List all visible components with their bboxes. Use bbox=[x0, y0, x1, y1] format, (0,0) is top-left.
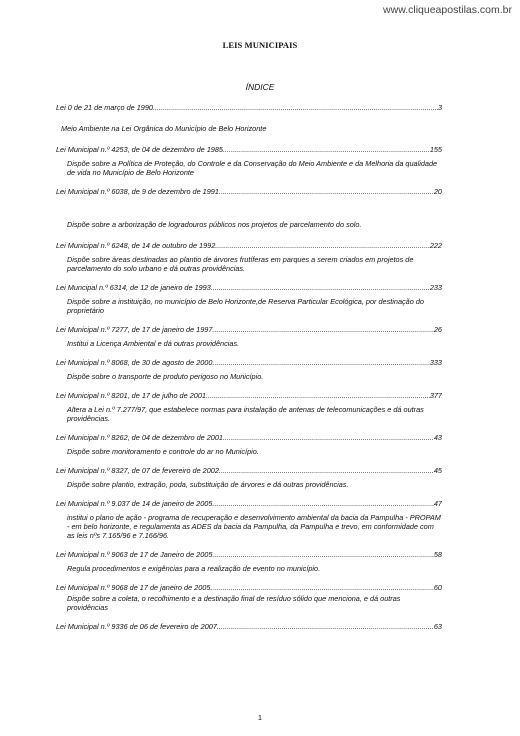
toc-entry-law: Lei 0 de 21 de março de 1990 bbox=[56, 103, 153, 112]
toc-entry bbox=[56, 583, 442, 612]
toc-entry-description: Dispõe sobre áreas destinadas ao plantio de árvores frutíferas em parques a serem criados em projetos de parcelamento do solo urbano e dá outras providências. bbox=[67, 255, 414, 273]
toc-entry-page: 47 bbox=[433, 499, 442, 508]
toc-entry bbox=[56, 550, 442, 573]
toc-leader-dots bbox=[217, 241, 430, 250]
toc-entry bbox=[56, 241, 442, 273]
toc-entry-line[interactable] bbox=[56, 550, 442, 559]
toc-entry-description: Dispõe sobre a arborização de logradouros públicos nos projetos de parcelamento do solo. bbox=[67, 220, 362, 229]
toc-entry-page: 60 bbox=[433, 583, 442, 592]
toc-entry-line[interactable] bbox=[56, 583, 442, 592]
toc-leader-dots bbox=[213, 283, 430, 292]
toc-leader-dots bbox=[153, 103, 438, 112]
toc-entry-description: Altera a Lei n.º 7.277/97, que estabelece normas para instalação de antenas de telecomunicações e dá outras providências. bbox=[67, 405, 424, 423]
toc-leader-dots bbox=[214, 325, 433, 334]
toc-entry-page: 26 bbox=[433, 325, 442, 334]
toc-entry-page: 43 bbox=[433, 433, 442, 442]
toc-entry-first[interactable] bbox=[56, 103, 442, 112]
toc-entry-page: 333 bbox=[429, 358, 442, 367]
toc-entry-page: 20 bbox=[433, 187, 442, 196]
toc-entry-description: institui o plano de ação - programa de recuperação e desenvolvimento ambiental da bacia da Pampulha - PROPAM - em belo horizonte, e regulamenta as ADES da bacia da Pampulha, da Pampulha e trevo, em conformidade com as leis nºs 7.165/96 e 7.166/96. bbox=[67, 513, 441, 540]
toc-entry-law: Lei Municipal n.º 7277, de 17 de janeiro de 1997. bbox=[56, 325, 215, 334]
toc-entry bbox=[56, 283, 442, 315]
toc-entry bbox=[56, 433, 442, 456]
toc-entry bbox=[56, 325, 442, 348]
toc-entry-line[interactable] bbox=[56, 241, 442, 250]
toc-entry-law: Lei Municipal n.º 8327, de 07 de fevereiro de 2002. bbox=[56, 466, 221, 475]
toc-entry-law: Lei Municipal n.º 8201, de 17 de julho de 2001 bbox=[56, 391, 206, 400]
toc-entry-line[interactable] bbox=[56, 466, 442, 475]
toc-entry-line[interactable] bbox=[56, 391, 442, 400]
toc-intro-text: Meio Ambiente na Lei Orgânica do Município de Belo Horizonte bbox=[61, 124, 267, 133]
toc-entry-law: Lei Municipal n.º 9.037 de 14 de janeiro de 2005 bbox=[56, 499, 213, 508]
toc-entry-law: Lei Muncipal n.º 6314, de 12 de janeiro de 1993. bbox=[56, 283, 213, 292]
document-title: LEIS MUNICIPAIS bbox=[222, 40, 298, 50]
toc-entry-page: 3 bbox=[437, 103, 442, 112]
toc-entry-page: 222 bbox=[429, 241, 442, 250]
toc-entry-law: Lei Municipal n.º 8262, de 04 de dezembro de 2001. bbox=[56, 433, 225, 442]
toc-entry-description: Dispõe sobre a Política de Proteção, do Controle e da Conservação do Meio Ambiente e da Melhoria da qualidade de vida no Município de Belo Horizonte bbox=[67, 159, 438, 177]
toc-leader-dots bbox=[223, 145, 430, 154]
site-url[interactable]: www.cliqueapostilas.com.br bbox=[383, 4, 512, 16]
toc-entry-line[interactable] bbox=[56, 187, 442, 196]
toc-entry bbox=[56, 622, 442, 631]
toc-entry-description: Dispõe sobre a coleta, o recolhimento e a destinação final de resíduo sólido que menciona, e dá outras providências bbox=[67, 594, 401, 612]
toc-entry-line[interactable] bbox=[56, 499, 442, 508]
toc-leader-dots bbox=[221, 466, 434, 475]
toc-entry-description: Dispõe sobre a instituição, no município de Belo Horizonte,de Reserva Particular Ecológica, por destinação do proprietário bbox=[67, 297, 424, 315]
toc-entry-description: Regula procedimentos e exigências para a realização de evento no município. bbox=[67, 564, 321, 573]
toc-entry-page: 155 bbox=[429, 145, 442, 154]
toc-leader-dots bbox=[214, 358, 429, 367]
toc-entry-page: 233 bbox=[429, 283, 442, 292]
toc-entry-line[interactable] bbox=[56, 325, 442, 334]
toc-entry bbox=[56, 145, 442, 177]
toc-entry-law: Lei Municipal n.º 6248, de 14 de outubro de 1992. bbox=[56, 241, 218, 250]
toc-entry-line[interactable] bbox=[56, 433, 442, 442]
toc-entry-line[interactable] bbox=[56, 145, 442, 154]
toc-entry-line[interactable] bbox=[56, 358, 442, 367]
toc-entry-line[interactable] bbox=[56, 283, 442, 292]
toc-entry-description: Institui a Licença Ambiental e dá outras providências. bbox=[67, 339, 240, 348]
toc-entry-description: Dispõe sobre plantio, extração, poda, substituição de árvores e dá outras providências. bbox=[67, 480, 349, 489]
toc-leader-dots bbox=[225, 433, 434, 442]
toc-entry-law: Lei Municipal n.º 4253, de 04 de dezembro de 1985 bbox=[56, 145, 223, 154]
toc-entry-line[interactable] bbox=[56, 622, 442, 631]
toc-entries bbox=[56, 145, 442, 631]
toc-entry bbox=[56, 187, 442, 229]
toc-entry-page: 58 bbox=[433, 550, 442, 559]
toc-entry-page: 45 bbox=[433, 466, 442, 475]
table-of-contents bbox=[56, 103, 442, 641]
toc-leader-dots bbox=[221, 187, 434, 196]
toc-entry-law: Lei Municipal n.º 9063 de 17 de Janeiro de 2005 bbox=[56, 550, 213, 559]
toc-entry-law: Lei Municipal n.º 8068, de 30 de agosto de 2000. bbox=[56, 358, 215, 367]
toc-leader-dots bbox=[217, 622, 434, 631]
index-heading: ÍNDICE bbox=[245, 82, 275, 92]
toc-entry bbox=[56, 466, 442, 489]
toc-entry-law: Lei Municipal n.º 9336 de 06 de fevereiro de 2007 bbox=[56, 622, 217, 631]
page-number: 1 bbox=[257, 713, 263, 722]
toc-entry-law: Lei Municipal n.º 9068 de 17 de janeiro de 2005 bbox=[56, 583, 211, 592]
toc-entry bbox=[56, 499, 442, 540]
toc-leader-dots bbox=[210, 583, 433, 592]
toc-entry-page: 377 bbox=[429, 391, 442, 400]
toc-leader-dots bbox=[212, 550, 433, 559]
toc-entry-description: Dispõe sobre monitoramento e controle do ar no Município. bbox=[67, 447, 259, 456]
toc-leader-dots bbox=[206, 391, 430, 400]
toc-entry-law: Lei Municipal n.º 6038, de 9 de dezembro de 1991. bbox=[56, 187, 221, 196]
toc-leader-dots bbox=[212, 499, 433, 508]
toc-entry-page: 63 bbox=[433, 622, 442, 631]
toc-entry bbox=[56, 358, 442, 381]
toc-entry-description: Dispõe sobre o transporte de produto perigoso no Município. bbox=[67, 372, 264, 381]
toc-entry bbox=[56, 391, 442, 423]
